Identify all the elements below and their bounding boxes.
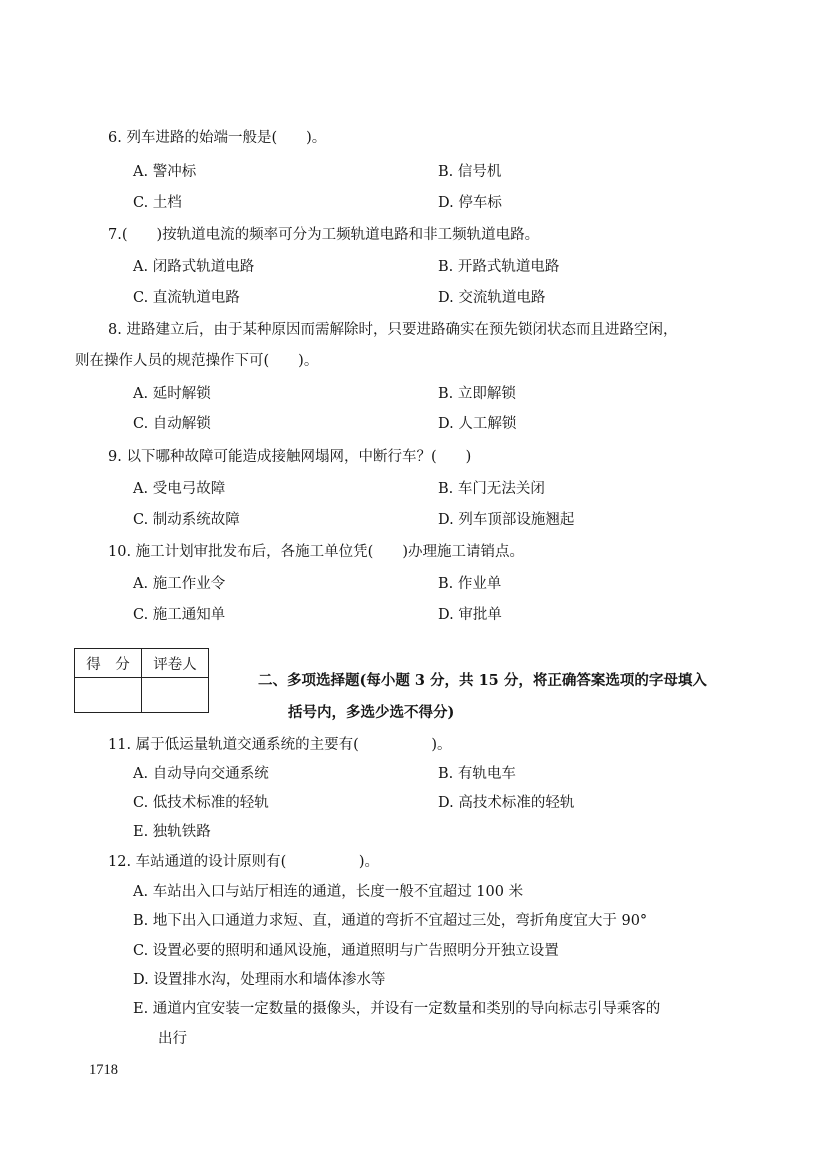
section-2-title-line1: 二、多项选择题(每小题 3 分，共 15 分，将正确答案选项的字母填入: [258, 672, 707, 689]
question-10-option-d: D. 审批单: [438, 607, 502, 623]
question-12-option-e-line1: E. 通道内宜安装一定数量的摄像头，并设有一定数量和类别的导向标志引导乘客的: [133, 1001, 661, 1017]
question-10-option-b: B. 作业单: [438, 576, 502, 592]
page-number: 1718: [89, 1062, 118, 1078]
score-label: 得 分: [75, 649, 142, 678]
question-10-stem: 10. 施工计划审批发布后，各施工单位凭( )办理施工请销点。: [108, 544, 524, 560]
question-6-stem: 6. 列车进路的始端一般是( )。: [108, 130, 327, 146]
question-11-option-d: D. 高技术标准的轻轨: [438, 795, 575, 811]
question-7-option-b: B. 开路式轨道电路: [438, 259, 560, 275]
score-field[interactable]: [75, 678, 142, 713]
question-12-option-a: A. 车站出入口与站厅相连的通道，长度一般不宜超过 100 米: [133, 884, 524, 900]
question-10-option-c: C. 施工通知单: [133, 607, 226, 623]
question-9-option-c: C. 制动系统故障: [133, 512, 240, 528]
question-8-stem-line2: 则在操作人员的规范操作下可( )。: [75, 353, 319, 369]
question-11-option-b: B. 有轨电车: [438, 766, 516, 782]
question-12-option-d: D. 设置排水沟，处理雨水和墙体渗水等: [133, 972, 386, 988]
question-8-option-d: D. 人工解锁: [438, 416, 517, 432]
question-6-option-d: D. 停车标: [438, 195, 502, 211]
question-10-option-a: A. 施工作业令: [133, 576, 226, 592]
question-8-option-a: A. 延时解锁: [133, 386, 211, 402]
question-12-option-e-line2: 出行: [158, 1031, 187, 1047]
question-7-option-a: A. 闭路式轨道电路: [133, 259, 255, 275]
question-7-option-d: D. 交流轨道电路: [438, 290, 546, 306]
section-2-title-line2: 括号内，多选少选不得分): [288, 704, 455, 721]
question-12-option-b: B. 地下出入口通道力求短、直，通道的弯折不宜超过三处，弯折角度宜大于 90°: [133, 913, 648, 929]
question-12-stem: 12. 车站通道的设计原则有( )。: [108, 854, 379, 870]
question-6-option-b: B. 信号机: [438, 164, 502, 180]
question-11-option-e: E. 独轨铁路: [133, 824, 211, 840]
question-6-option-a: A. 警冲标: [133, 164, 197, 180]
question-7-option-c: C. 直流轨道电路: [133, 290, 240, 306]
grader-field[interactable]: [142, 678, 209, 713]
question-9-stem: 9. 以下哪种故障可能造成接触网塌网，中断行车？( ): [108, 449, 472, 465]
question-9-option-b: B. 车门无法关闭: [438, 481, 545, 497]
question-8-option-b: B. 立即解锁: [438, 386, 516, 402]
question-11-option-c: C. 低技术标准的轻轨: [133, 795, 269, 811]
question-11-stem: 11. 属于低运量轨道交通系统的主要有( )。: [108, 737, 452, 753]
grader-label: 评卷人: [142, 649, 209, 678]
question-7-stem: 7.( )按轨道电流的频率可分为工频轨道电路和非工频轨道电路。: [108, 227, 540, 243]
question-11-option-a: A. 自动导向交通系统: [133, 766, 269, 782]
question-8-stem-line1: 8. 进路建立后，由于某种原因而需解除时，只要进路确实在预先锁闭状态而且进路空闲，: [108, 322, 678, 338]
question-9-option-d: D. 列车顶部设施翘起: [438, 512, 575, 528]
question-12-option-c: C. 设置必要的照明和通风设施，通道照明与广告照明分开独立设置: [133, 943, 559, 959]
question-9-option-a: A. 受电弓故障: [133, 481, 226, 497]
question-8-option-c: C. 自动解锁: [133, 416, 211, 432]
question-6-option-c: C. 土档: [133, 195, 182, 211]
score-box: [74, 648, 209, 713]
